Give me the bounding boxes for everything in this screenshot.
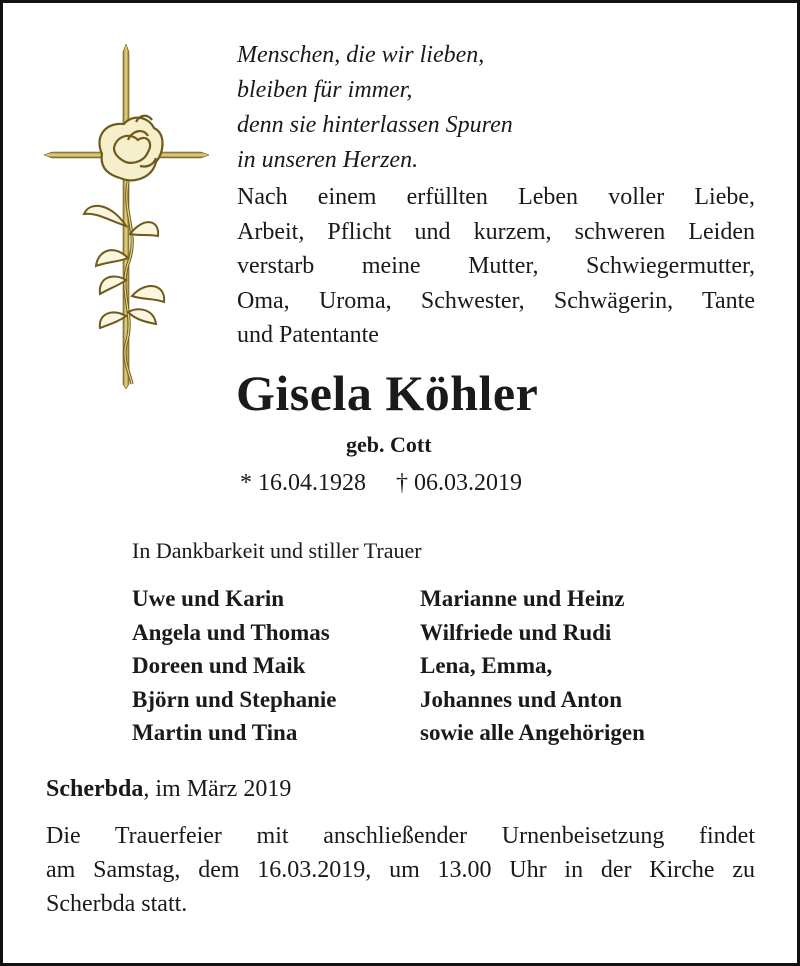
mourner-entry: Wilfriede und Rudi: [420, 619, 612, 645]
mourner-entry: Martin und Tina: [132, 720, 298, 746]
mourner-entry: Björn und Stephanie: [132, 686, 337, 712]
mourner-entry: sowie alle Angehörigen: [420, 720, 645, 746]
intro-line: verstarb meine Mutter, Schwiegermutter,: [237, 253, 755, 279]
funeral-line: am Samstag, dem 16.03.2019, um 13.00 Uhr in der Kirche zu: [46, 857, 755, 883]
intro-line: Nach einem erfüllten Leben voller Liebe,: [237, 184, 755, 210]
mourners-left-column: [132, 582, 337, 750]
death-date: † 06.03.2019: [396, 470, 522, 496]
funeral-notice: [46, 819, 755, 921]
intro-line: Oma, Uroma, Schwester, Schwägerin, Tante: [237, 287, 755, 314]
intro-text: [237, 180, 755, 353]
verse-line: bleiben für immer,: [237, 77, 413, 103]
verse-line: Menschen, die wir lieben,: [237, 42, 485, 68]
deceased-name: Gisela Köhler: [236, 365, 539, 421]
mourner-entry: Angela und Thomas: [132, 619, 330, 645]
place-date: , im März 2019: [143, 776, 292, 802]
memorial-verse: [237, 38, 513, 178]
intro-line: Arbeit, Pflicht und kurzem, schweren Leiden: [237, 218, 755, 245]
life-dates: [240, 470, 522, 497]
intro-line: und Patentante: [237, 322, 379, 348]
place-and-date: [46, 776, 291, 803]
verse-line: denn sie hinterlassen Spuren: [237, 112, 513, 138]
funeral-line: Die Trauerfeier mit anschließender Urnenbeisetzung findet: [46, 823, 755, 849]
mourner-entry: Marianne und Heinz: [420, 586, 625, 611]
town-name: Scherbda: [46, 776, 144, 802]
mourner-entry: Johannes und Anton: [420, 686, 622, 712]
mourner-entry: Doreen und Maik: [132, 653, 306, 679]
maiden-name: geb. Cott: [346, 432, 432, 457]
mourner-entry: Lena, Emma,: [420, 653, 553, 679]
cross-with-rose-icon: [44, 44, 209, 389]
verse-line: in unseren Herzen.: [237, 147, 419, 173]
birth-date: * 16.04.1928: [240, 470, 366, 496]
mourners-right-column: [420, 582, 645, 750]
funeral-line: Scherbda statt.: [46, 891, 188, 917]
mourner-entry: Uwe und Karin: [132, 586, 285, 611]
thanks-line: In Dankbarkeit und stiller Trauer: [132, 538, 422, 563]
